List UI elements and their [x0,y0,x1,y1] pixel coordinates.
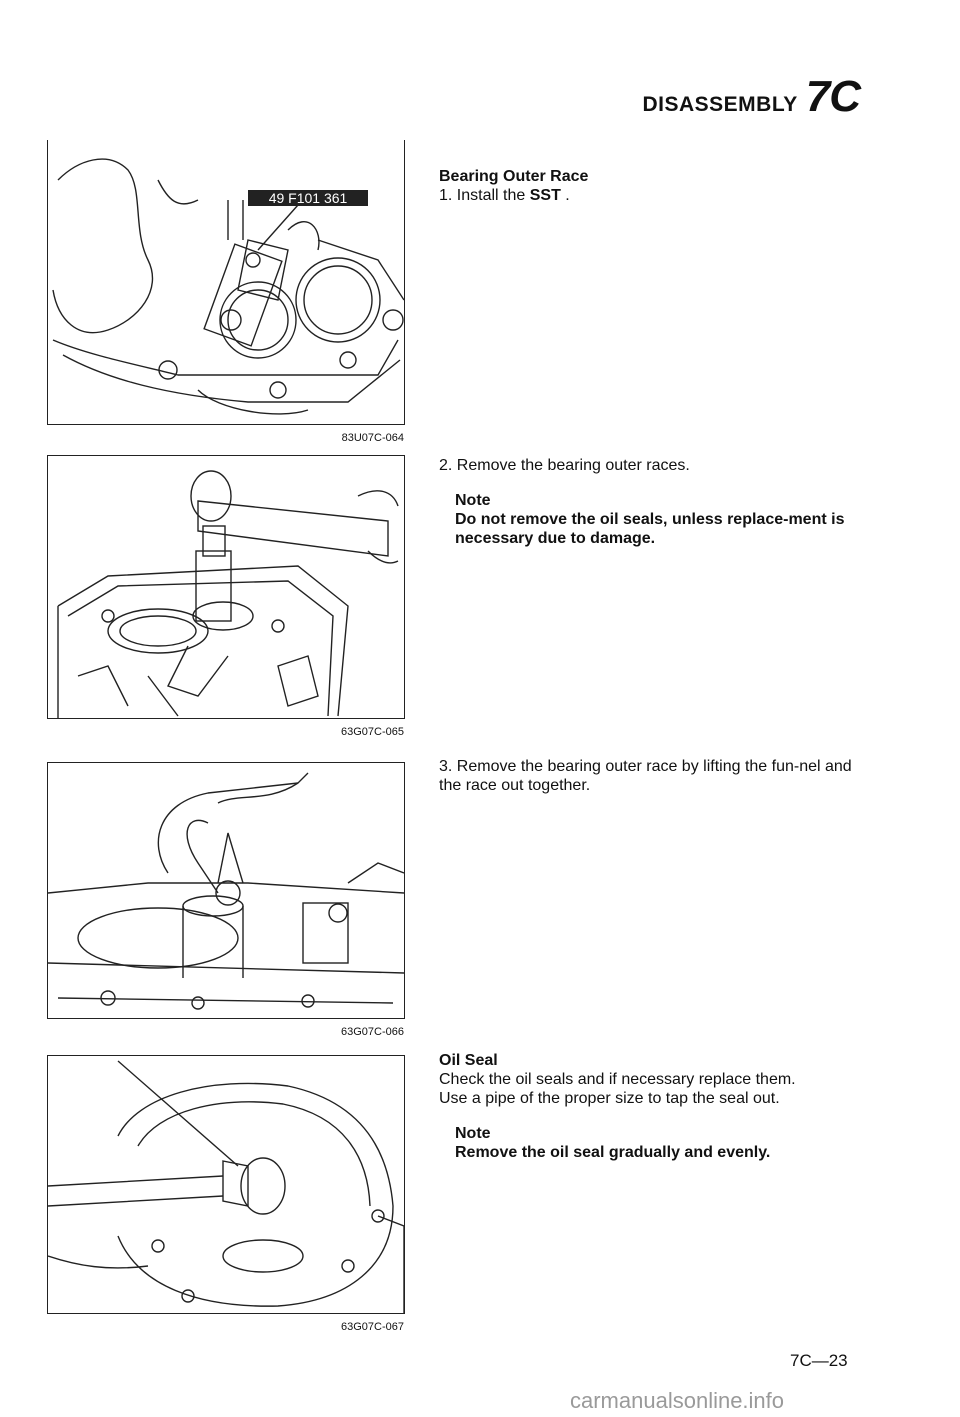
note-text: Do not remove the oil seals, unless replace-ment is necessary due to damage. [455,511,845,547]
section-heading: Bearing Outer Race [439,168,589,185]
note-text: Remove the oil seal gradually and evenly. [455,1144,771,1161]
figure-remove-races [47,455,405,738]
hammer-oil-seal-illustration [48,1056,404,1313]
figure-code: 63G07C-067 [341,1321,404,1333]
page-header [560,72,860,132]
figure-code: 63G07C-065 [341,726,404,738]
sst-callout-label: 49 F101 361 [268,190,348,206]
figure-code: 63G07C-066 [341,1026,404,1038]
figure-tap-seal [47,1055,405,1333]
step-2: 2. Remove the bearing outer races. [439,457,690,474]
step-1: 1. Install the SST . [439,187,570,204]
figure-code: 83U07C-064 [341,432,404,444]
note-block [455,491,879,548]
note-title: Note [455,1125,491,1142]
watermark: carmanualsonline.info [570,1388,785,1413]
oil-seal-line-1: Check the oil seals and if necessary replace them. [439,1071,796,1088]
section-heading: Oil Seal [439,1052,498,1069]
step-3: 3. Remove the bearing outer race by lifting the fun-nel and the race out together. [439,758,852,794]
oil-seal-line-2: Use a pipe of the proper size to tap the seal out. [439,1090,780,1107]
page-number: 7C—23 [790,1351,848,1370]
note-title: Note [455,492,491,509]
transmission-case-sst-illustration [48,140,404,424]
hand-lifting-funnel-illustration [48,763,404,1018]
figure-lift-funnel [47,762,405,1038]
bearing-outer-race-section [439,167,879,205]
oil-seal-section [439,1051,879,1162]
step-2-block [439,456,879,548]
step-3-block [439,757,869,795]
section-code: 7C [805,72,860,121]
note-block [455,1124,879,1162]
hammer-tool-illustration [48,456,404,718]
figure-install-sst [47,140,405,444]
section-title: DISASSEMBLY [642,93,798,116]
